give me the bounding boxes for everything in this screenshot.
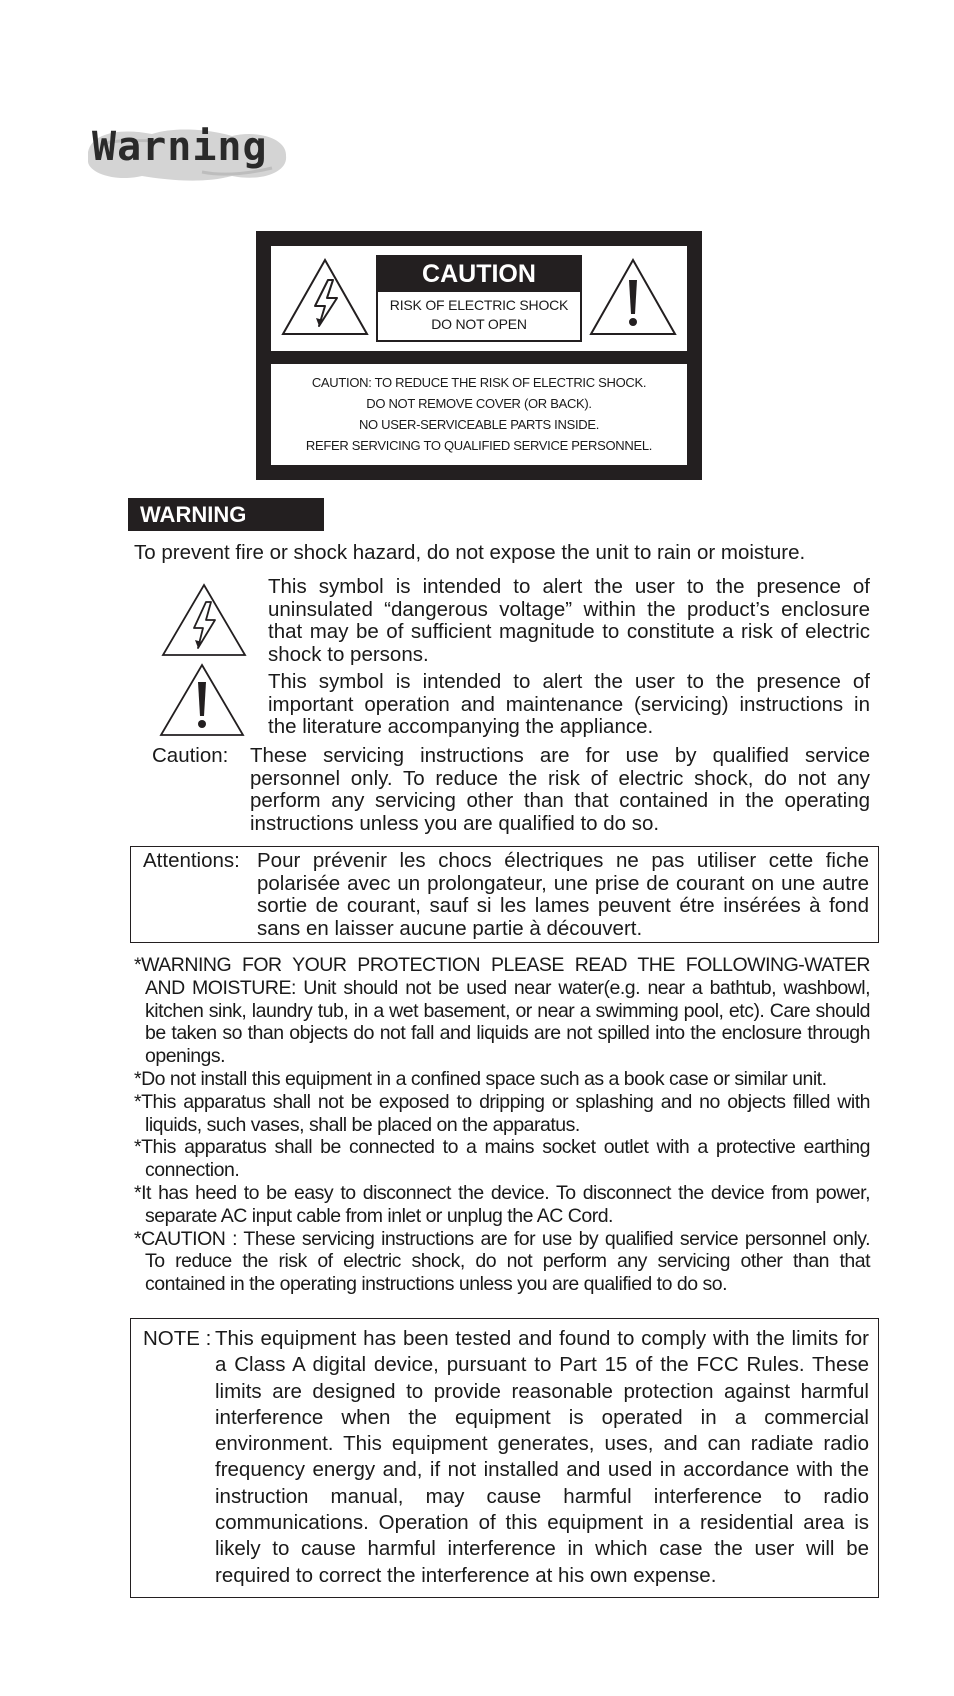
fcc-note-box	[130, 1318, 879, 1598]
caution-title: CAUTION	[378, 257, 580, 292]
caution-center-panel	[376, 255, 582, 342]
page-heading	[82, 118, 302, 188]
list-item: *This apparatus shall be connected to a mains socket outlet with a protective earthing connection.	[134, 1136, 870, 1182]
caution-risk-text	[378, 292, 580, 334]
caution-line-4: REFER SERVICING TO QUALIFIED SERVICE PERSONNEL.	[305, 438, 653, 453]
note-label: NOTE :	[143, 1327, 212, 1350]
risk-line-1: RISK OF ELECTRIC SHOCK	[389, 297, 569, 313]
lightning-triangle-icon	[279, 256, 371, 338]
caution-label: Caution:	[152, 744, 229, 767]
voltage-symbol-description: This symbol is intended to alert the user to the presence of uninsulated “dangerous voltage” within the product’s enclosure that may be of sufficient magnitude to constitute a risk of electric shock to persons.	[268, 575, 870, 666]
caution-label-top	[271, 246, 687, 351]
list-item: *WARNING FOR YOUR PROTECTION PLEASE READ THE FOLLOWING-WATER AND MOISTURE: Unit should not be used near water(e.g. near a bathtub, washbowl, kitchen sink, laundry tub, in a wet basement, or near a swimming pool, etc). Care should be taken so than objects do not fall and liquids are not spilled into the enclosure through openings.	[134, 954, 870, 1068]
warning-heading: WARNING	[128, 498, 324, 531]
risk-line-2: DO NOT OPEN	[431, 316, 527, 332]
caution-line-3: NO USER-SERVICEABLE PARTS INSIDE.	[358, 417, 600, 432]
exclamation-symbol-description: This symbol is intended to alert the user to the presence of important operation and maintenance (servicing) instructions in the literature accompanying the appliance.	[268, 670, 870, 738]
list-item: *CAUTION : These servicing instructions are for use by qualified service personnel only. To reduce the risk of electric shock, do not perform any servicing other than that contained in the operating instructions unless you are qualified to do so.	[134, 1227, 870, 1296]
caution-label-instructions	[271, 364, 687, 465]
exclamation-triangle-icon	[587, 256, 679, 338]
caution-text: These servicing instructions are for use by qualified service personnel only. To reduce the risk of electric shock, do not any perform any servicing other than that contained in the operating instructions unless you are qualified to do so.	[250, 744, 870, 835]
attentions-label: Attentions:	[143, 849, 240, 872]
attentions-box	[130, 846, 879, 943]
caution-label	[256, 231, 702, 480]
caution-line-2: DO NOT REMOVE COVER (OR BACK).	[366, 396, 592, 411]
warning-list	[134, 954, 870, 1296]
list-item: *It has heed to be easy to disconnect the device. To disconnect the device from power, separate AC input cable from inlet or unplug the AC Cord.	[134, 1181, 870, 1227]
lightning-triangle-icon	[160, 582, 248, 658]
note-text: This equipment has been tested and found to comply with the limits for a Class A digital device, pursuant to Part 15 of the FCC Rules. These limits are designed to provide reasonable protection against harmful interference when the equipment is operated in a commercial environment. This equipment generates, uses, and can radiate radio frequency energy and, if not installed and used in accordance with the instruction manual, may cause harmful interference to radio communications. Operation of this equipment in a residential area is likely to cause harmful interference in which case the user will be required to correct the interference at his own expense.	[215, 1327, 869, 1587]
caution-line-1: CAUTION: TO REDUCE THE RISK OF ELECTRIC SHOCK.	[311, 375, 647, 390]
warning-sentence: To prevent fire or shock hazard, do not expose the unit to rain or moisture.	[134, 541, 806, 564]
attentions-text: Pour prévenir les chocs électriques ne pas utiliser cette fiche polarisée avec un prolongateur, une prise de courant on une autre sortie de courant, sauf si les lames peuvent étre insérées à fond sans en laisser aucune partie à découvert.	[257, 849, 869, 940]
list-item: *Do not install this equipment in a confined space such as a book case or similar unit.	[134, 1067, 827, 1090]
list-item: *This apparatus shall not be exposed to dripping or splashing and no objects filled with liquids, such vases, shall be placed on the apparatus.	[134, 1090, 870, 1136]
exclamation-triangle-icon	[158, 662, 246, 738]
page-title: Warning	[92, 124, 268, 170]
